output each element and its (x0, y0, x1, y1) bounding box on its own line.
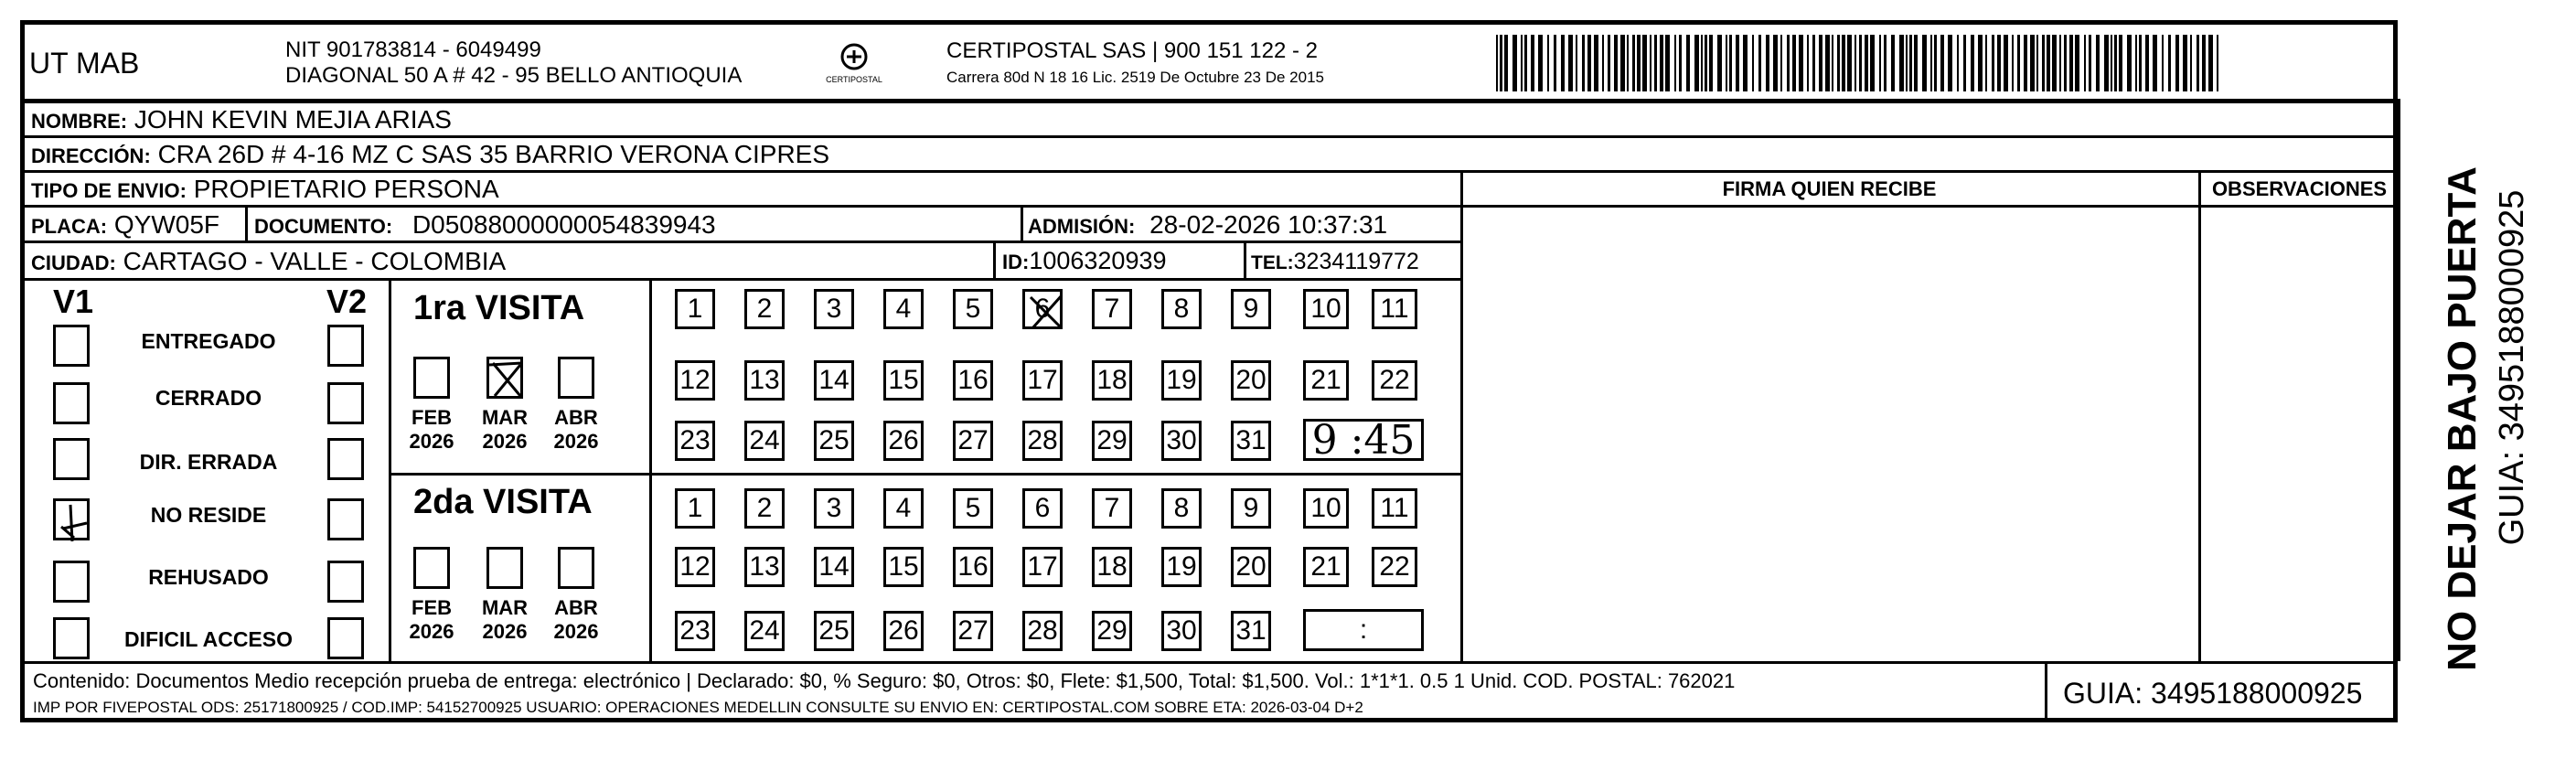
x-mark-icon (489, 359, 526, 401)
barcode-bar (1686, 35, 1690, 91)
barcode-bar (2153, 35, 2157, 91)
barcode-bar (1807, 35, 1809, 91)
day-box[interactable]: 24 (744, 611, 785, 651)
barcode-bar (2064, 35, 2067, 91)
id-label: ID: (1002, 251, 1030, 273)
day-box[interactable]: 16 (953, 547, 993, 587)
barcode-bar (1832, 35, 1833, 91)
day-box[interactable]: 6 (1022, 488, 1063, 529)
day-box[interactable]: 29 (1092, 421, 1132, 461)
footer-imp: IMP POR FIVEPOSTAL ODS: 25171800925 / COD.IMP: 54152700925 USUARIO: OPERACIONES MEDELLIN CONSULTE SU ENVIO EN: CERTIPOSTAL.COM SOBRE ETA: 2026-03-04 D+2 (33, 699, 1363, 716)
tipo-value: PROPIETARIO PERSONA (193, 175, 499, 203)
barcode-bar (1847, 35, 1852, 91)
barcode-bar (1650, 35, 1651, 91)
barcode-bar (1940, 35, 1944, 91)
barcode-bar (1930, 35, 1932, 91)
day-box[interactable]: 29 (1092, 611, 1132, 651)
barcode-bar (1978, 35, 1983, 91)
day-box[interactable]: 6 (1022, 289, 1063, 329)
day-box[interactable]: 4 (883, 289, 924, 329)
day-box[interactable]: 9 (1231, 488, 1271, 529)
day-box[interactable]: 10 (1303, 488, 1349, 529)
visit1-time-box[interactable] (1303, 416, 1424, 464)
barcode-bar (1674, 35, 1676, 91)
barcode-bar (2042, 35, 2045, 91)
barcode-bar (2047, 35, 2050, 91)
day-box[interactable]: 26 (883, 421, 924, 461)
day-box[interactable]: 17 (1022, 360, 1063, 401)
day-box[interactable]: 31 (1231, 611, 1271, 651)
visit2-time: : (1359, 615, 1368, 645)
barcode-bar (1914, 35, 1918, 91)
x-mark-icon (1025, 292, 1065, 332)
placa-value: QYW05F (113, 210, 220, 239)
barcode-bar (2111, 35, 2112, 91)
day-box[interactable]: 18 (1092, 547, 1132, 587)
barcode-bar (1531, 35, 1534, 91)
day-box[interactable]: 13 (744, 547, 785, 587)
barcode-bar (2190, 35, 2192, 91)
day-box[interactable]: 22 (1372, 360, 1417, 401)
barcode-bar (1608, 35, 1610, 91)
barcode-bar (2017, 35, 2020, 91)
day-box[interactable]: 19 (1161, 360, 1202, 401)
v2-checkbox[interactable] (327, 498, 364, 540)
tel-value: 3234119772 (1293, 249, 1419, 274)
barcode-bar (1576, 35, 1577, 91)
month-checkbox[interactable] (486, 547, 523, 589)
day-box[interactable]: 4 (883, 488, 924, 529)
barcode-bar (2139, 35, 2142, 91)
barcode-bar (1717, 35, 1722, 91)
placa-label: PLACA: (31, 215, 108, 238)
day-box[interactable]: 22 (1372, 547, 1417, 587)
barcode-bar (2104, 35, 2109, 91)
barcode-bar (1524, 35, 1527, 91)
barcode-bar (1906, 35, 1908, 91)
year-label: 2026 (553, 620, 599, 643)
signature-area[interactable] (1463, 208, 2198, 659)
v2-checkbox[interactable] (327, 382, 364, 424)
barcode-bar (1855, 35, 1856, 91)
footer-contenido: Contenido: Documentos Medio recepción prueba de entrega: electrónico | Declarado: $0, % Seguro: $0, Otros: $0, Flete: $1,500, Total: $1,500. Vol.: 1*1*1. 0.5 1 Unid. COD. POSTAL: 762021 (33, 669, 1736, 692)
day-box[interactable]: 27 (953, 611, 993, 651)
check-mark-icon (56, 501, 92, 543)
day-box[interactable]: 16 (953, 360, 993, 401)
barcode-bar (1780, 35, 1782, 91)
barcode-bar (1766, 35, 1769, 91)
barcode-bar (2089, 35, 2091, 91)
barcode-bar (1825, 35, 1830, 91)
day-box[interactable]: 9 (1231, 289, 1271, 329)
direccion-label: DIRECCIÓN: (31, 144, 151, 167)
barcode-bar (1992, 35, 1994, 91)
barcode-bar (1792, 35, 1796, 91)
day-box[interactable]: 19 (1161, 547, 1202, 587)
day-box[interactable]: 21 (1303, 547, 1349, 587)
v2-checkbox[interactable] (327, 617, 364, 659)
barcode-bar (1812, 35, 1815, 91)
day-box[interactable]: 18 (1092, 360, 1132, 401)
v1-checkbox[interactable] (53, 438, 90, 480)
nombre-value: JOHN KEVIN MEJIA ARIAS (134, 105, 452, 134)
barcode-bar (1512, 35, 1517, 91)
month-label: FEB (412, 596, 452, 619)
barcode-bar (1758, 35, 1761, 91)
barcode-bar (1859, 35, 1862, 91)
day-box[interactable]: 2 (744, 289, 785, 329)
year-label: 2026 (482, 620, 528, 643)
barcode-bar (2168, 35, 2171, 91)
barcode-bar (1665, 35, 1670, 91)
direccion-value: CRA 26D # 4-16 MZ C SAS 35 BARRIO VERONA CIPRES (157, 140, 830, 168)
status-option-label: CERRADO (155, 386, 262, 410)
barcode-bar (1837, 35, 1840, 91)
day-box[interactable]: 11 (1372, 488, 1417, 529)
svg-text:CERTIPOSTAL: CERTIPOSTAL (826, 75, 882, 84)
barcode-bar (1773, 35, 1778, 91)
barcode-bar (1934, 35, 1937, 91)
barcode-bar (2096, 35, 2100, 91)
barcode-bar (1963, 35, 1966, 91)
barcode-bar (2059, 35, 2061, 91)
v2-header: V2 (326, 283, 368, 320)
admision-value: 28-02-2026 10:37:31 (1149, 210, 1388, 239)
barcode-bar (2197, 35, 2199, 91)
day-box[interactable]: 25 (814, 421, 854, 461)
tel-label: TEL: (1251, 252, 1294, 273)
day-box[interactable]: 26 (883, 611, 924, 651)
barcode-bar (1705, 35, 1707, 91)
barcode-bar (2069, 35, 2073, 91)
month-label: MAR (481, 406, 529, 429)
barcode-bar (1752, 35, 1754, 91)
v1-checkbox[interactable] (53, 382, 90, 424)
day-box[interactable]: 12 (675, 547, 715, 587)
barcode-bar (1521, 35, 1523, 91)
barcode-bar (1899, 35, 1904, 91)
carrier-name: CERTIPOSTAL SAS | 900 151 122 - 2 (946, 38, 1318, 63)
day-box[interactable]: 5 (953, 488, 993, 529)
barcode-bar (1561, 35, 1565, 91)
observaciones-header: OBSERVACIONES (2211, 177, 2388, 200)
barcode-bar (1884, 35, 1887, 91)
day-box[interactable]: 30 (1161, 611, 1202, 651)
day-box[interactable]: 20 (1231, 360, 1271, 401)
barcode-bar (1891, 35, 1895, 91)
barcode-bar (2036, 35, 2038, 91)
sender-address: DIAGONAL 50 A # 42 - 95 BELLO ANTIOQUIA (285, 63, 743, 88)
month-checkbox[interactable] (413, 357, 450, 399)
firma-header: FIRMA QUIEN RECIBE (1722, 177, 1937, 200)
observations-area[interactable] (2201, 208, 2398, 659)
ciudad-value: CARTAGO - VALLE - COLOMBIA (123, 247, 507, 275)
day-box[interactable]: 7 (1092, 289, 1132, 329)
barcode-bar (1654, 35, 1657, 91)
day-box[interactable]: 23 (675, 611, 715, 651)
barcode-bar (1632, 35, 1635, 91)
nombre-label: NOMBRE: (31, 110, 128, 133)
month-checkbox[interactable] (558, 357, 594, 399)
status-option-label: DIR. ERRADA (139, 450, 278, 474)
day-box[interactable]: 10 (1303, 289, 1349, 329)
day-box[interactable]: 1 (675, 488, 715, 529)
barcode-bar (1554, 35, 1556, 91)
barcode (1496, 35, 2223, 91)
year-label: 2026 (482, 430, 528, 453)
month-label: ABR (554, 596, 598, 619)
barcode-bar (2030, 35, 2035, 91)
month-label: MAR (481, 596, 529, 619)
barcode-bar (1787, 35, 1790, 91)
company-short: UT MAB (29, 47, 140, 80)
day-box[interactable]: 30 (1161, 421, 1202, 461)
side-guia: GUIA: 3495188000925 (2493, 189, 2531, 546)
month-checkbox[interactable] (558, 547, 594, 589)
barcode-bar (1799, 35, 1803, 91)
day-box[interactable]: 31 (1231, 421, 1271, 461)
barcode-bar (2052, 35, 2057, 91)
barcode-bar (1594, 35, 1598, 91)
day-box[interactable]: 24 (744, 421, 785, 461)
status-option-label: DIFICIL ACCESO (123, 627, 293, 651)
day-box[interactable]: 27 (953, 421, 993, 461)
barcode-bar (1736, 35, 1739, 91)
month-checkbox[interactable] (486, 357, 523, 399)
visit1-time: 9 :45 (1311, 416, 1416, 464)
barcode-bar (1997, 35, 2001, 91)
v1-header: V1 (53, 283, 94, 320)
barcode-bar (2135, 35, 2137, 91)
day-box[interactable]: 3 (814, 289, 854, 329)
day-box[interactable]: 5 (953, 289, 993, 329)
barcode-bar (1637, 35, 1641, 91)
day-box[interactable]: 8 (1161, 488, 1202, 529)
day-box[interactable]: 21 (1303, 360, 1349, 401)
barcode-bar (2012, 35, 2014, 91)
barcode-bar (1957, 35, 1959, 91)
barcode-bar (1865, 35, 1868, 91)
barcode-bar (1726, 35, 1727, 91)
barcode-bar (1971, 35, 1974, 91)
documento-label: DOCUMENTO: (254, 215, 393, 238)
barcode-bar (2183, 35, 2187, 91)
day-box[interactable]: 3 (814, 488, 854, 529)
barcode-bar (2162, 35, 2164, 91)
day-box[interactable]: 20 (1231, 547, 1271, 587)
barcode-bar (2208, 35, 2213, 91)
month-label: FEB (412, 406, 452, 429)
year-label: 2026 (409, 620, 454, 643)
barcode-bar (2075, 35, 2079, 91)
v2-checkbox[interactable] (327, 561, 364, 603)
ciudad-label: CIUDAD: (31, 251, 116, 274)
visit2-title: 2da VISITA (413, 483, 593, 521)
visit2-time-box[interactable] (1303, 609, 1424, 651)
barcode-bar (1620, 35, 1625, 91)
id-value: 1006320939 (1029, 247, 1167, 274)
carrier-license: Carrera 80d N 18 16 Lic. 2519 De Octubre 23 De 2015 (946, 69, 1324, 86)
barcode-bar (1496, 35, 1498, 91)
barcode-bar (1568, 35, 1573, 91)
barcode-bar (1679, 35, 1682, 91)
v1-checkbox[interactable] (53, 561, 90, 603)
barcode-bar (2145, 35, 2149, 91)
day-box[interactable]: 12 (675, 360, 715, 401)
barcode-bar (1582, 35, 1585, 91)
status-option-label: REHUSADO (148, 565, 269, 589)
barcode-bar (1985, 35, 1987, 91)
barcode-bar (2114, 35, 2117, 91)
barcode-bar (1538, 35, 1543, 91)
day-box[interactable]: 28 (1022, 611, 1063, 651)
year-label: 2026 (553, 430, 599, 453)
day-box[interactable]: 13 (744, 360, 785, 401)
month-checkbox[interactable] (413, 547, 450, 589)
barcode-bar (1660, 35, 1663, 91)
day-box[interactable]: 1 (675, 289, 715, 329)
day-box[interactable]: 2 (744, 488, 785, 529)
day-box[interactable]: 14 (814, 547, 854, 587)
barcode-bar (1504, 35, 1508, 91)
status-option-label: NO RESIDE (150, 503, 267, 527)
day-box[interactable]: 11 (1372, 289, 1417, 329)
barcode-bar (2175, 35, 2179, 91)
v2-checkbox[interactable] (327, 438, 364, 480)
barcode-bar (1870, 35, 1875, 91)
v1-checkbox[interactable] (53, 498, 90, 540)
status-option-label: ENTREGADO (141, 329, 276, 353)
barcode-bar (2084, 35, 2086, 91)
barcode-bar (1701, 35, 1703, 91)
footer-guia: GUIA: 3495188000925 (2063, 677, 2363, 710)
day-box[interactable]: 15 (883, 547, 924, 587)
documento-value: D05088000000054839943 (412, 210, 716, 239)
barcode-bar (2119, 35, 2122, 91)
v1-checkbox[interactable] (53, 617, 90, 659)
day-box[interactable]: 28 (1022, 421, 1063, 461)
barcode-bar (1709, 35, 1713, 91)
v1-checkbox[interactable] (53, 325, 90, 367)
barcode-bar (2024, 35, 2027, 91)
v2-checkbox[interactable] (327, 325, 364, 367)
month-label: ABR (554, 406, 598, 429)
barcode-bar (1500, 35, 1502, 91)
day-box[interactable]: 7 (1092, 488, 1132, 529)
barcode-bar (1909, 35, 1912, 91)
barcode-bar (2202, 35, 2206, 91)
barcode-bar (1627, 35, 1629, 91)
barcode-bar (1819, 35, 1822, 91)
side-warning: NO DEJAR BAJO PUERTA (2440, 166, 2485, 671)
barcode-bar (1694, 35, 1699, 91)
barcode-bar (2004, 35, 2008, 91)
visit1-title: 1ra VISITA (413, 289, 585, 327)
barcode-bar (1729, 35, 1732, 91)
barcode-bar (1842, 35, 1845, 91)
certipostal-logo (826, 40, 882, 88)
barcode-bar (1948, 35, 1952, 91)
barcode-bar (1743, 35, 1748, 91)
day-box[interactable]: 23 (675, 421, 715, 461)
day-box[interactable]: 14 (814, 360, 854, 401)
year-label: 2026 (409, 430, 454, 453)
day-box[interactable]: 17 (1022, 547, 1063, 587)
admision-label: ADMISIÓN: (1028, 215, 1136, 238)
barcode-bar (1614, 35, 1618, 91)
day-box[interactable]: 8 (1161, 289, 1202, 329)
day-box[interactable]: 25 (814, 611, 854, 651)
barcode-bar (1547, 35, 1549, 91)
barcode-bar (1879, 35, 1881, 91)
barcode-bar (1922, 35, 1927, 91)
barcode-bar (1587, 35, 1591, 91)
barcode-bar (1642, 35, 1647, 91)
barcode-bar (2127, 35, 2132, 91)
nit-text: NIT 901783814 - 6049499 (285, 37, 541, 62)
tipo-label: TIPO DE ENVIO: (31, 179, 187, 202)
day-box[interactable]: 15 (883, 360, 924, 401)
barcode-bar (1602, 35, 1604, 91)
barcode-bar (2217, 35, 2218, 91)
